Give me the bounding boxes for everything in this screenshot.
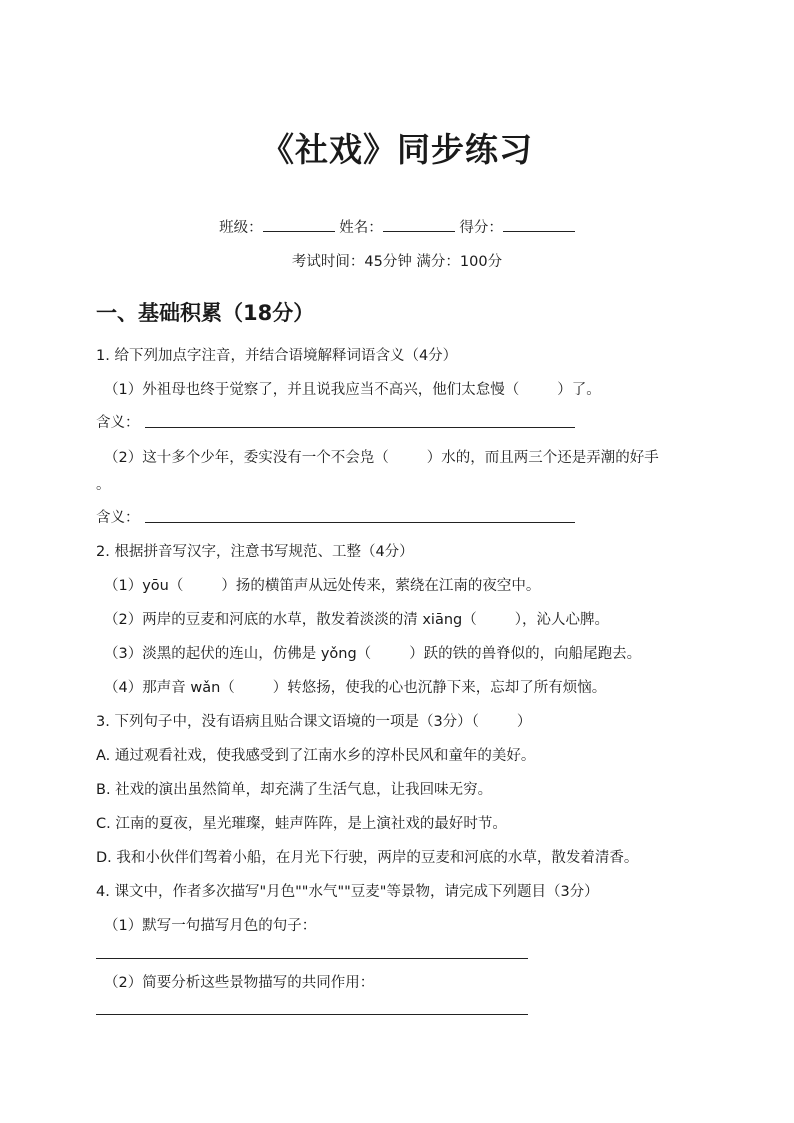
q1-prompt: 1. 给下列加点字注音，并结合语境解释词语含义（4分） — [96, 348, 458, 364]
q1-meaning-1-label: 含义： — [96, 415, 140, 431]
q2-i2-text-b: ），沁人心脾。 — [514, 612, 609, 628]
q3-option-a: A. 通过观看社戏，使我感受到了江南水乡的淳朴民风和童年的美好。 — [96, 748, 536, 764]
name-label: 姓名： — [339, 220, 383, 236]
q1-s2-text-a: （2）这十多个少年，委实没有一个不会凫（ — [104, 450, 389, 466]
q3-prompt-text: 3. 下列句子中，没有语病且贴合课文语境的一项是（3分）（ — [96, 714, 479, 730]
q4-sub-2-answer-line[interactable] — [96, 1014, 528, 1015]
score-label: 得分： — [459, 220, 503, 236]
q1-sentence-1 — [104, 378, 601, 399]
q1-sentence-2 — [104, 446, 659, 467]
q2-item-4 — [104, 676, 606, 697]
q2-i3-text-b: ）跃的铁的兽脊似的，向船尾跑去。 — [409, 646, 642, 662]
section-heading: 一、基础积累（18分） — [96, 301, 315, 325]
q3-prompt-close: ） — [516, 714, 532, 730]
q2-i4-text-a: （4）那声音 wǎn（ — [104, 680, 235, 696]
q3-option-b: B. 社戏的演出虽然简单，却充满了生活气息，让我回味无穷。 — [96, 782, 493, 798]
q2-i3-text-a: （3）淡黑的起伏的连山，仿佛是 yǒng（ — [104, 646, 372, 662]
q1-meaning-2-label: 含义： — [96, 510, 140, 526]
q1-meaning-1-answer-line[interactable] — [145, 427, 575, 428]
page-title: 《社戏》同步练习 — [261, 130, 533, 169]
q1-s2-text-b: ）水的，而且两三个还是弄潮的好手 — [426, 450, 659, 466]
class-label: 班级： — [219, 220, 263, 236]
q1-s1-text-a: （1）外祖母也终于觉察了，并且说我应当不高兴，他们太怠慢（ — [104, 382, 520, 398]
q2-i4-text-b: ）转悠扬，使我的心也沉静下来，忘却了所有烦恼。 — [272, 680, 607, 696]
q2-item-2 — [104, 608, 609, 629]
class-blank[interactable] — [263, 217, 335, 232]
q4-sub-1-answer-line[interactable] — [96, 958, 528, 959]
q2-prompt: 2. 根据拼音写汉字，注意书写规范、工整（4分） — [96, 544, 414, 560]
q1-sentence-2-end: 。 — [96, 477, 111, 493]
q1-s1-text-b: ）了。 — [557, 382, 601, 398]
q1-meaning-2-answer-line[interactable] — [145, 522, 575, 523]
q2-item-1 — [104, 574, 540, 595]
q2-item-3 — [104, 642, 641, 663]
q3-prompt — [96, 710, 531, 731]
name-blank[interactable] — [383, 217, 455, 232]
q4-sub-1: （1）默写一句描写月色的句子： — [104, 918, 317, 934]
exam-info-line: 考试时间：45分钟 满分：100分 — [291, 254, 503, 270]
q3-option-c: C. 江南的夏夜，星光璀璨，蛙声阵阵，是上演社戏的最好时节。 — [96, 816, 507, 832]
q4-prompt: 4. 课文中，作者多次描写"月色""水气""豆麦"等景物，请完成下列题目（3分） — [96, 884, 599, 900]
student-info-line — [0, 216, 794, 237]
q4-sub-2: （2）简要分析这些景物描写的共同作用： — [104, 975, 375, 991]
q3-option-d: D. 我和小伙伴们驾着小船，在月光下行驶，两岸的豆麦和河底的水草，散发着清香。 — [96, 850, 639, 866]
score-blank[interactable] — [503, 217, 575, 232]
q2-i1-text-b: ）扬的横笛声从远处传来，萦绕在江南的夜空中。 — [221, 578, 541, 594]
q2-i2-text-a: （2）两岸的豆麦和河底的水草，散发着淡淡的清 xiāng（ — [104, 612, 477, 628]
q2-i1-text-a: （1）yōu（ — [104, 578, 184, 594]
